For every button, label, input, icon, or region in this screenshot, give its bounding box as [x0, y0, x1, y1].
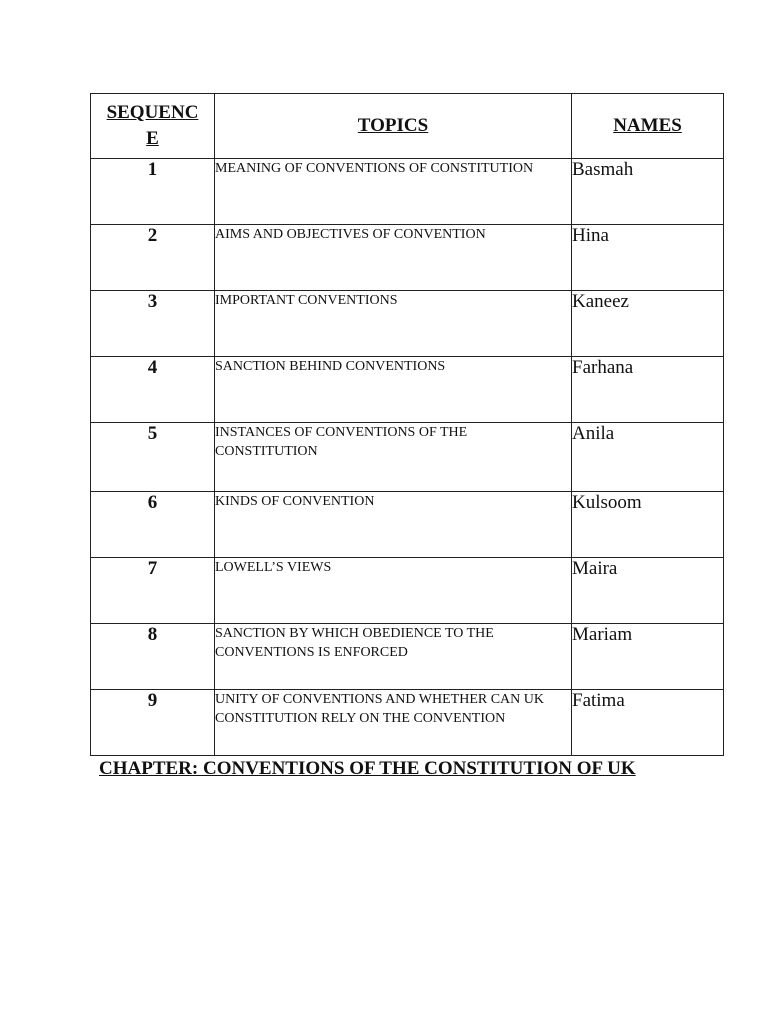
sequence-cell: 5 [91, 423, 215, 492]
table-row [91, 690, 724, 756]
name-cell: Farhana [572, 357, 724, 423]
topic-cell: SANCTION BY WHICH OBEDIENCE TO THE CONVENTIONS IS ENFORCED [215, 624, 572, 690]
sequence-cell: 9 [91, 690, 215, 756]
topic-cell: IMPORTANT CONVENTIONS [215, 291, 572, 357]
topic-cell: UNITY OF CONVENTIONS AND WHETHER CAN UK CONSTITUTION RELY ON THE CONVENTION [215, 690, 572, 756]
name-cell: Kulsoom [572, 492, 724, 558]
table-row [91, 492, 724, 558]
assignment-table [90, 93, 724, 756]
sequence-cell: 7 [91, 558, 215, 624]
sequence-cell: 6 [91, 492, 215, 558]
name-cell: Mariam [572, 624, 724, 690]
name-cell: Hina [572, 225, 724, 291]
header-sequence: SEQUENCE [91, 94, 215, 159]
topic-cell: AIMS AND OBJECTIVES OF CONVENTION [215, 225, 572, 291]
table-row [91, 225, 724, 291]
name-cell: Fatima [572, 690, 724, 756]
table-row [91, 423, 724, 492]
name-cell: Maira [572, 558, 724, 624]
chapter-caption: CHAPTER: CONVENTIONS OF THE CONSTITUTION OF UK [99, 758, 636, 779]
topic-cell: INSTANCES OF CONVENTIONS OF THE CONSTITUTION [215, 423, 572, 492]
table-header-row [91, 94, 724, 159]
sequence-cell: 2 [91, 225, 215, 291]
header-names: NAMES [572, 94, 724, 159]
topic-cell: SANCTION BEHIND CONVENTIONS [215, 357, 572, 423]
table-row [91, 558, 724, 624]
header-topics: TOPICS [215, 94, 572, 159]
sequence-cell: 4 [91, 357, 215, 423]
topic-cell: KINDS OF CONVENTION [215, 492, 572, 558]
table-row [91, 357, 724, 423]
sequence-cell: 8 [91, 624, 215, 690]
sequence-cell: 3 [91, 291, 215, 357]
table-row [91, 159, 724, 225]
topic-cell: MEANING OF CONVENTIONS OF CONSTITUTION [215, 159, 572, 225]
sequence-cell: 1 [91, 159, 215, 225]
table-row [91, 291, 724, 357]
table-row [91, 624, 724, 690]
name-cell: Anila [572, 423, 724, 492]
name-cell: Kaneez [572, 291, 724, 357]
name-cell: Basmah [572, 159, 724, 225]
topic-cell: LOWELL’S VIEWS [215, 558, 572, 624]
